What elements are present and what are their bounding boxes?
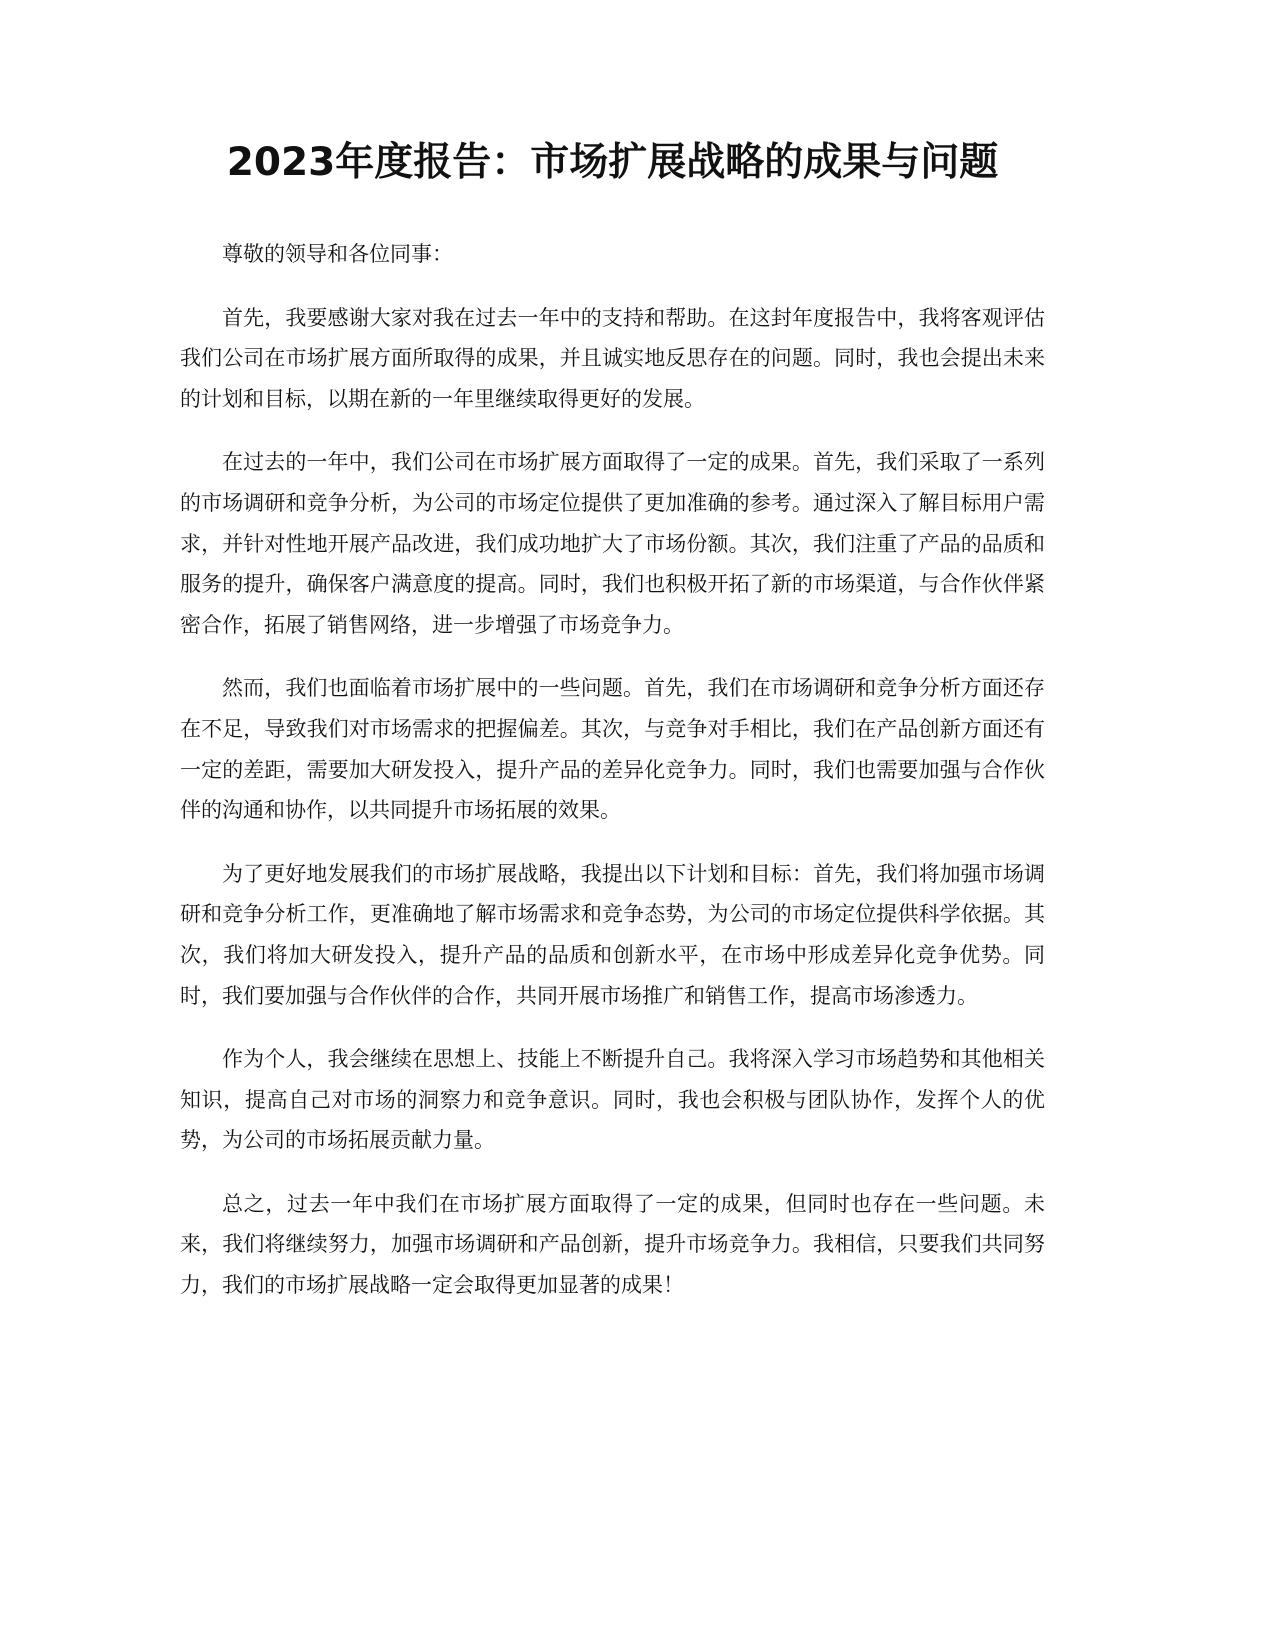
paragraph-personal: 作为个人，我会继续在思想上、技能上不断提升自己。我将深入学习市场趋势和其他相关知识，提高自己对市场的洞察力和竞争意识。同时，我也会积极与团队协作，发挥个人的优势，为公司的市场拓展贡献力量。 bbox=[180, 1047, 1045, 1153]
document-page bbox=[180, 130, 1045, 1329]
document-title: 2023年度报告：市场扩展战略的成果与问题 bbox=[226, 140, 999, 185]
paragraph-salutation: 尊敬的领导和各位同事： bbox=[222, 242, 453, 266]
paragraph-plans: 为了更好地发展我们的市场扩展战略，我提出以下计划和目标：首先，我们将加强市场调研和竞争分析工作，更准确地了解市场需求和竞争态势，为公司的市场定位提供科学依据。其次，我们将加大研发投入，提升产品的品质和创新水平，在市场中形成差异化竞争优势。同时，我们要加强与合作伙伴的合作，共同开展市场推广和销售工作，提高市场渗透力。 bbox=[180, 861, 1045, 1008]
paragraph-achievements: 在过去的一年中，我们公司在市场扩展方面取得了一定的成果。首先，我们采取了一系列的市场调研和竞争分析，为公司的市场定位提供了更加准确的参考。通过深入了解目标用户需求，并针对性地开展产品改进，我们成功地扩大了市场份额。其次，我们注重了产品的品质和服务的提升，确保客户满意度的提高。同时，我们也积极开拓了新的市场渠道，与合作伙伴紧密合作，拓展了销售网络，进一步增强了市场竞争力。 bbox=[180, 450, 1045, 637]
paragraph-conclusion: 总之，过去一年中我们在市场扩展方面取得了一定的成果，但同时也存在一些问题。未来，我们将继续努力，加强市场调研和产品创新，提升市场竞争力。我相信，只要我们共同努力，我们的市场扩展战略一定会取得更加显著的成果！ bbox=[180, 1191, 1045, 1298]
paragraph-problems: 然而，我们也面临着市场扩展中的一些问题。首先，我们在市场调研和竞争分析方面还存在不足，导致我们对市场需求的把握偏差。其次，与竞争对手相比，我们在产品创新方面还有一定的差距，需要加大研发投入，提升产品的差异化竞争力。同时，我们也需要加强与合作伙伴的沟通和协作，以共同提升市场拓展的效果。 bbox=[180, 676, 1045, 823]
paragraph-introduction: 首先，我要感谢大家对我在过去一年中的支持和帮助。在这封年度报告中，我将客观评估我们公司在市场扩展方面所取得的成果，并且诚实地反思存在的问题。同时，我也会提出未来的计划和目标，以期在新的一年里继续取得更好的发展。 bbox=[180, 305, 1045, 411]
